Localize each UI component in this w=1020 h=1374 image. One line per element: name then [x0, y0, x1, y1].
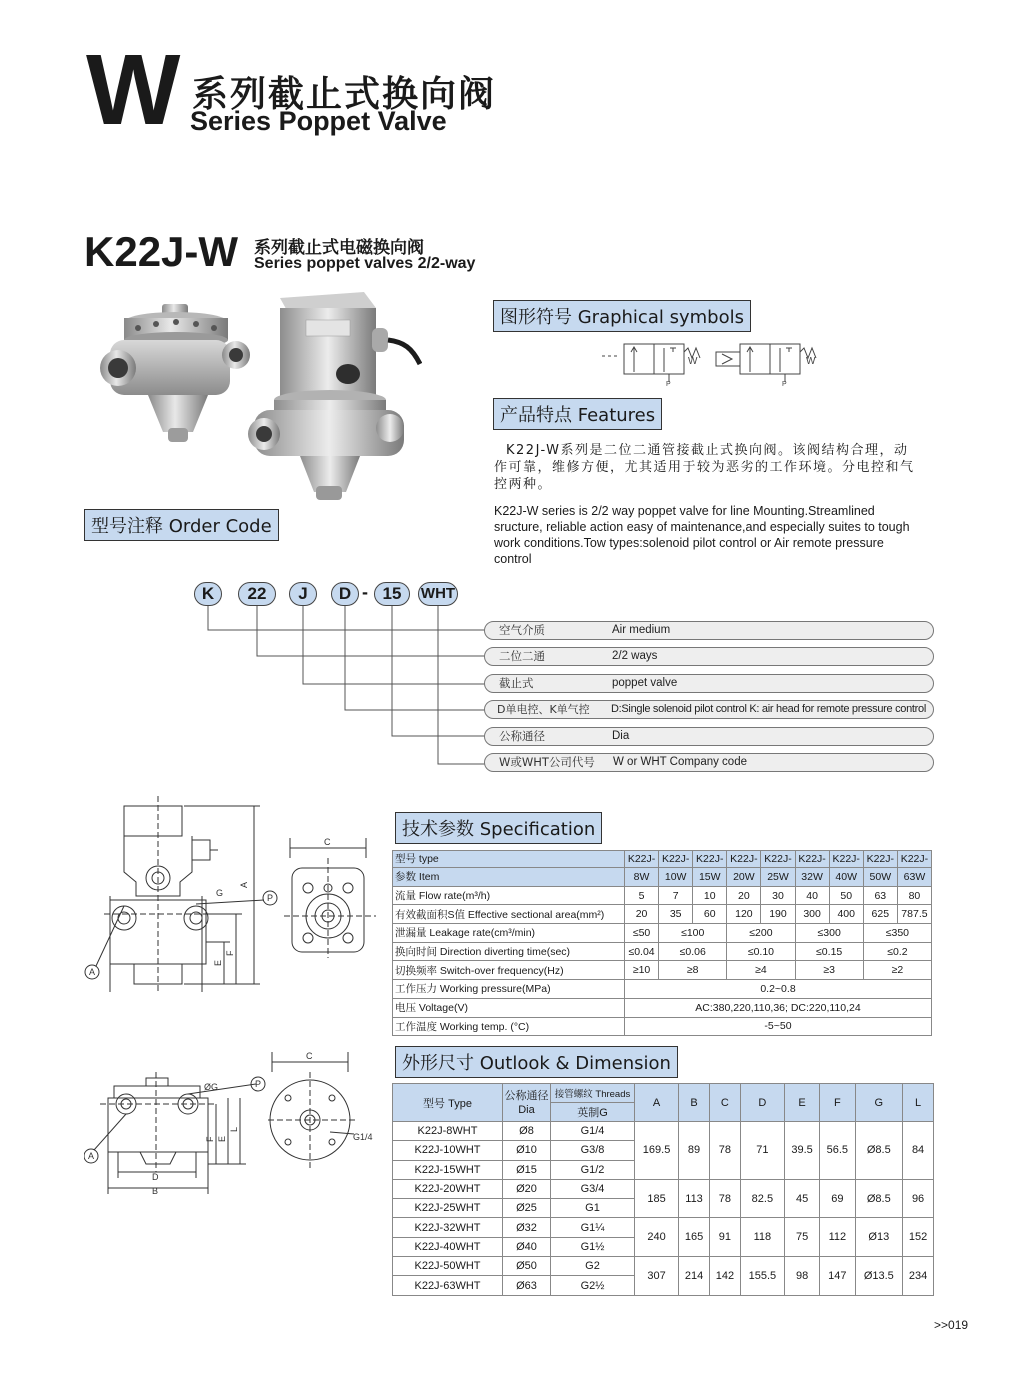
spec-model-top: K22J- — [659, 851, 693, 868]
spec-model-bottom: 32W — [795, 868, 829, 887]
section-graphical-symbols: 图形符号 Graphical symbols — [493, 300, 751, 332]
spec-cell: 5 — [625, 886, 659, 905]
dim-cell: Ø13.5 — [855, 1257, 903, 1296]
dim-cell: 84 — [903, 1122, 934, 1180]
drawing-label-f: F — [225, 950, 235, 956]
specification-table — [392, 850, 932, 1036]
dim-cell: 118 — [740, 1218, 784, 1257]
dim-thread: G1½ — [551, 1237, 635, 1256]
dim-cell: 152 — [903, 1218, 934, 1257]
spec-cell: ≥2 — [863, 961, 931, 980]
dim-cell: 78 — [709, 1179, 740, 1218]
order-code-connector-lines — [190, 604, 490, 770]
spec-cell: ≥4 — [727, 961, 795, 980]
dim-header-col: B — [679, 1084, 710, 1122]
dim-thread: G2½ — [551, 1276, 635, 1295]
order-row-ways — [484, 647, 934, 666]
spec-model-top: K22J- — [829, 851, 863, 868]
table-row — [393, 961, 932, 980]
dim-header-dia-en: Dia — [518, 1103, 535, 1116]
dim-cell: 69 — [820, 1179, 855, 1218]
spec-pressure-label: 工作压力 Working pressure(MPa) — [393, 980, 625, 999]
spec-model-top: K22J- — [693, 851, 727, 868]
spec-cell: 80 — [897, 886, 931, 905]
model-title-cn: 系列截止式电磁换向阀 — [254, 238, 424, 258]
dim-cell: 165 — [679, 1218, 710, 1257]
code-pill-k: K — [194, 582, 222, 606]
model-title-en: Series poppet valves 2/2-way — [254, 255, 476, 272]
table-row — [393, 1084, 934, 1103]
order-row-control — [484, 700, 934, 719]
order-row-label-cn: 公称通径 — [499, 729, 545, 743]
dim-cell: 169.5 — [635, 1122, 679, 1180]
dim-cell: 234 — [903, 1257, 934, 1296]
table-row — [393, 980, 932, 999]
dim-dia: Ø10 — [503, 1141, 551, 1160]
table-row — [393, 1257, 934, 1276]
dim-header-col: G — [855, 1084, 903, 1122]
order-row-medium — [484, 621, 934, 640]
order-row-label-en: poppet valve — [612, 677, 678, 689]
dim-header-col: C — [709, 1084, 740, 1122]
spec-model-bottom: 50W — [863, 868, 897, 887]
symbol-label-p2: P — [782, 381, 787, 386]
dim-header-col: A — [635, 1084, 679, 1122]
order-row-poppet — [484, 674, 934, 693]
table-row — [393, 924, 932, 943]
spec-cell: ≤200 — [727, 924, 795, 943]
dim-header-threads: 接管螺纹 Threads — [551, 1084, 635, 1103]
table-row — [393, 851, 932, 868]
spec-cell: 35 — [659, 905, 693, 924]
dim-cell: 112 — [820, 1218, 855, 1257]
order-row-label-cn: W或WHT公司代号 — [499, 755, 595, 769]
table-row — [393, 942, 932, 961]
drawing-label-c2: C — [306, 1051, 313, 1061]
dim-cell: 75 — [784, 1218, 819, 1257]
technical-drawing-solenoid-side — [284, 832, 384, 962]
valve-photo-air-control — [98, 300, 260, 450]
dim-cell: 45 — [784, 1179, 819, 1218]
dim-cell: 96 — [903, 1179, 934, 1218]
dim-type: K22J-8WHT — [393, 1122, 503, 1141]
technical-drawing-solenoid-front — [84, 796, 284, 996]
spec-cell: 787.5 — [897, 905, 931, 924]
spec-model-bottom: 10W — [659, 868, 693, 887]
dim-thread: G1/4 — [551, 1122, 635, 1141]
spec-cell: ≤0.15 — [795, 942, 863, 961]
dim-type: K22J-50WHT — [393, 1257, 503, 1276]
spec-cell: ≤300 — [795, 924, 863, 943]
drawing-label-b: B — [152, 1186, 159, 1196]
table-row — [393, 1218, 934, 1237]
dim-cell: 91 — [709, 1218, 740, 1257]
dim-cell: Ø8.5 — [855, 1122, 903, 1180]
dim-cell: 185 — [635, 1179, 679, 1218]
spec-voltage-label: 电压 Voltage(V) — [393, 998, 625, 1017]
model-code: K22J-W — [84, 228, 239, 275]
dim-cell: 240 — [635, 1218, 679, 1257]
spec-model-bottom: 20W — [727, 868, 761, 887]
spec-cell: 190 — [761, 905, 795, 924]
drawing-label-circle-a2: A — [88, 1151, 95, 1161]
dim-header-col: F — [820, 1084, 855, 1122]
dim-cell: 89 — [679, 1122, 710, 1180]
order-row-label-en: D:Single solenoid pilot control K: air head for remote pressure control — [611, 703, 926, 715]
spec-leak-label: 泄漏量 Leakage rate(cm³/min) — [393, 924, 625, 943]
dim-header-col: E — [784, 1084, 819, 1122]
dim-cell: 39.5 — [784, 1122, 819, 1180]
table-row — [393, 1179, 934, 1198]
dim-cell: 56.5 — [820, 1122, 855, 1180]
spec-cell: 300 — [795, 905, 829, 924]
dim-type: K22J-40WHT — [393, 1237, 503, 1256]
spec-model-top: K22J- — [795, 851, 829, 868]
spec-cell: 625 — [863, 905, 897, 924]
spec-model-top: K22J- — [625, 851, 659, 868]
table-row — [393, 868, 932, 887]
table-row — [393, 998, 932, 1017]
spec-flow-label: 流量 Flow rate(m³/h) — [393, 886, 625, 905]
code-pill-d: D — [331, 582, 359, 606]
code-pill-j: J — [289, 582, 317, 606]
dim-dia: Ø50 — [503, 1257, 551, 1276]
spec-model-bottom: 63W — [897, 868, 931, 887]
section-dimension: 外形尺寸 Outlook & Dimension — [395, 1046, 678, 1078]
technical-drawing-air-front — [84, 1068, 274, 1200]
order-row-label-cn: 二位二通 — [499, 649, 545, 663]
drawing-label-f2: F — [205, 1136, 215, 1142]
spec-model-top: K22J- — [863, 851, 897, 868]
dim-thread: G3/8 — [551, 1141, 635, 1160]
spec-model-bottom: 40W — [829, 868, 863, 887]
dim-cell: 307 — [635, 1257, 679, 1296]
order-row-dia — [484, 727, 934, 746]
spec-cell: ≤0.2 — [863, 942, 931, 961]
dim-cell: 71 — [740, 1122, 784, 1180]
graphical-symbol-diagram — [600, 338, 832, 386]
spec-cell: 63 — [863, 886, 897, 905]
dim-cell: 147 — [820, 1257, 855, 1296]
drawing-label-circle-a: A — [89, 967, 96, 977]
dim-header-col: L — [903, 1084, 934, 1122]
dim-thread: G1¼ — [551, 1218, 635, 1237]
spec-model-bottom: 15W — [693, 868, 727, 887]
drawing-label-circle-p2: P — [255, 1079, 262, 1089]
spec-cell: ≤0.04 — [625, 942, 659, 961]
dim-header-dia-cn: 公称通径 — [504, 1089, 549, 1102]
section-order-code: 型号注释 Order Code — [84, 509, 279, 541]
valve-photo-solenoid-control — [244, 288, 422, 502]
drawing-label-d: D — [152, 1172, 159, 1182]
spec-model-top: K22J- — [761, 851, 795, 868]
dim-dia: Ø25 — [503, 1199, 551, 1218]
spec-cell: ≤350 — [863, 924, 931, 943]
dim-dia: Ø8 — [503, 1122, 551, 1141]
dim-cell: 155.5 — [740, 1257, 784, 1296]
spec-cell: ≤100 — [659, 924, 727, 943]
dim-cell: 142 — [709, 1257, 740, 1296]
features-text-cn: K22J-W系列是二位二通管接截止式换向阀。该阀结构合理，动作可靠，维修方便，尤其适用于较为恶劣的工作环境。分电控和气控两种。 — [494, 443, 915, 492]
code-pill-22: 22 — [238, 582, 276, 606]
spec-model-top: K22J- — [727, 851, 761, 868]
spec-item-label: 参数 Item — [393, 868, 625, 887]
series-letter: W — [86, 34, 177, 146]
spec-cell: 10 — [693, 886, 727, 905]
order-row-label-en: W or WHT Company code — [613, 756, 747, 768]
dim-cell: 98 — [784, 1257, 819, 1296]
order-row-label-cn: 空气介质 — [499, 623, 545, 637]
dim-type: K22J-20WHT — [393, 1179, 503, 1198]
section-features: 产品特点 Features — [493, 398, 662, 430]
spec-cell: 50 — [829, 886, 863, 905]
dim-thread: G1/2 — [551, 1160, 635, 1179]
drawing-label-l: L — [229, 1126, 239, 1132]
dim-dia: Ø63 — [503, 1276, 551, 1295]
order-row-label-en: 2/2 ways — [612, 650, 658, 662]
dim-header-col: D — [740, 1084, 784, 1122]
spec-cell: ≥3 — [795, 961, 863, 980]
spec-cell: ≤0.06 — [659, 942, 727, 961]
dim-cell: 82.5 — [740, 1179, 784, 1218]
dim-dia: Ø20 — [503, 1179, 551, 1198]
drawing-label-c: C — [324, 837, 331, 847]
drawing-label-circle-p: P — [267, 893, 274, 903]
order-row-label-en: Air medium — [612, 624, 671, 636]
drawing-label-g14: G1/4 — [353, 1132, 373, 1142]
technical-drawing-air-top — [268, 1048, 384, 1174]
code-pill-15: 15 — [374, 582, 410, 606]
table-row — [393, 1017, 932, 1036]
spec-cell: 40 — [795, 886, 829, 905]
section-specification: 技术参数 Specification — [395, 812, 602, 844]
spec-time-label: 换向时间 Direction diverting time(sec) — [393, 942, 625, 961]
spec-cell: ≥10 — [625, 961, 659, 980]
spec-cell: 20 — [625, 905, 659, 924]
spec-cell: 20 — [727, 886, 761, 905]
order-row-company — [484, 753, 934, 772]
dim-thread: G2 — [551, 1257, 635, 1276]
spec-cell: ≤0.10 — [727, 942, 795, 961]
dim-dia: Ø32 — [503, 1218, 551, 1237]
spec-model-bottom: 8W — [625, 868, 659, 887]
dim-type: K22J-10WHT — [393, 1141, 503, 1160]
spec-cell: 30 — [761, 886, 795, 905]
order-row-label-cn: 截止式 — [499, 676, 534, 690]
symbol-label-w2: W — [806, 356, 816, 367]
spec-model-bottom: 25W — [761, 868, 795, 887]
spec-cell: 120 — [727, 905, 761, 924]
order-row-label-cn: D单电控、K单气控 — [497, 703, 590, 716]
drawing-label-g: G — [216, 888, 224, 898]
dim-cell: Ø13 — [855, 1218, 903, 1257]
table-row — [393, 1122, 934, 1141]
table-row — [393, 886, 932, 905]
dim-cell: 214 — [679, 1257, 710, 1296]
dim-cell: 78 — [709, 1122, 740, 1180]
drawing-label-og: ØG — [204, 1082, 219, 1092]
spec-cell: 7 — [659, 886, 693, 905]
spec-cell: 60 — [693, 905, 727, 924]
symbol-label-p1: P — [666, 381, 671, 386]
spec-cell: -5~50 — [625, 1017, 932, 1036]
dim-type: K22J-32WHT — [393, 1218, 503, 1237]
spec-cell: ≥8 — [659, 961, 727, 980]
spec-cell: AC:380,220,110,36; DC:220,110,24 — [625, 998, 932, 1017]
dim-thread: G3/4 — [551, 1179, 635, 1198]
symbol-label-w1: W — [688, 356, 698, 367]
table-row — [393, 905, 932, 924]
spec-cell: ≤50 — [625, 924, 659, 943]
dimension-table — [392, 1083, 934, 1296]
features-text-en: K22J-W series is 2/2 way poppet valve for line Mounting.Streamlined sructure, reliable action easy of maintenance,and especially suites to tough work conditions.Tow types:solenoid pilot control or Air remote pressure control — [494, 504, 910, 566]
spec-freq-label: 切换频率 Switch-over frequency(Hz) — [393, 961, 625, 980]
dim-type: K22J-25WHT — [393, 1199, 503, 1218]
spec-model-top: K22J- — [897, 851, 931, 868]
dim-header-imperial: 英制G — [551, 1103, 635, 1122]
drawing-label-e: E — [213, 959, 223, 966]
spec-cell: 0.2~0.8 — [625, 980, 932, 999]
page-number: >>019 — [934, 1318, 969, 1332]
drawing-label-e2: E — [217, 1135, 227, 1142]
dim-dia: Ø40 — [503, 1237, 551, 1256]
dim-type: K22J-63WHT — [393, 1276, 503, 1295]
spec-cell: 400 — [829, 905, 863, 924]
drawing-label-a: A — [239, 881, 249, 888]
spec-temp-label: 工作温度 Working temp. (°C) — [393, 1017, 625, 1036]
dim-cell: Ø8.5 — [855, 1179, 903, 1218]
spec-type-label: 型号 type — [393, 851, 625, 868]
dim-thread: G1 — [551, 1199, 635, 1218]
code-dash: - — [362, 582, 368, 602]
page-title-en: Series Poppet Valve — [190, 106, 447, 136]
code-pill-wht: WHT — [418, 582, 458, 606]
order-row-label-en: Dia — [612, 730, 630, 742]
dim-cell: 113 — [679, 1179, 710, 1218]
dim-type: K22J-15WHT — [393, 1160, 503, 1179]
dim-dia: Ø15 — [503, 1160, 551, 1179]
spec-area-label: 有效截面积S值 Effective sectional area(mm²) — [393, 905, 625, 924]
dim-header-dia — [503, 1084, 551, 1122]
page-title-cn: 系列截止式换向阀 — [192, 74, 497, 115]
dim-header-type: 型号 Type — [393, 1084, 503, 1122]
